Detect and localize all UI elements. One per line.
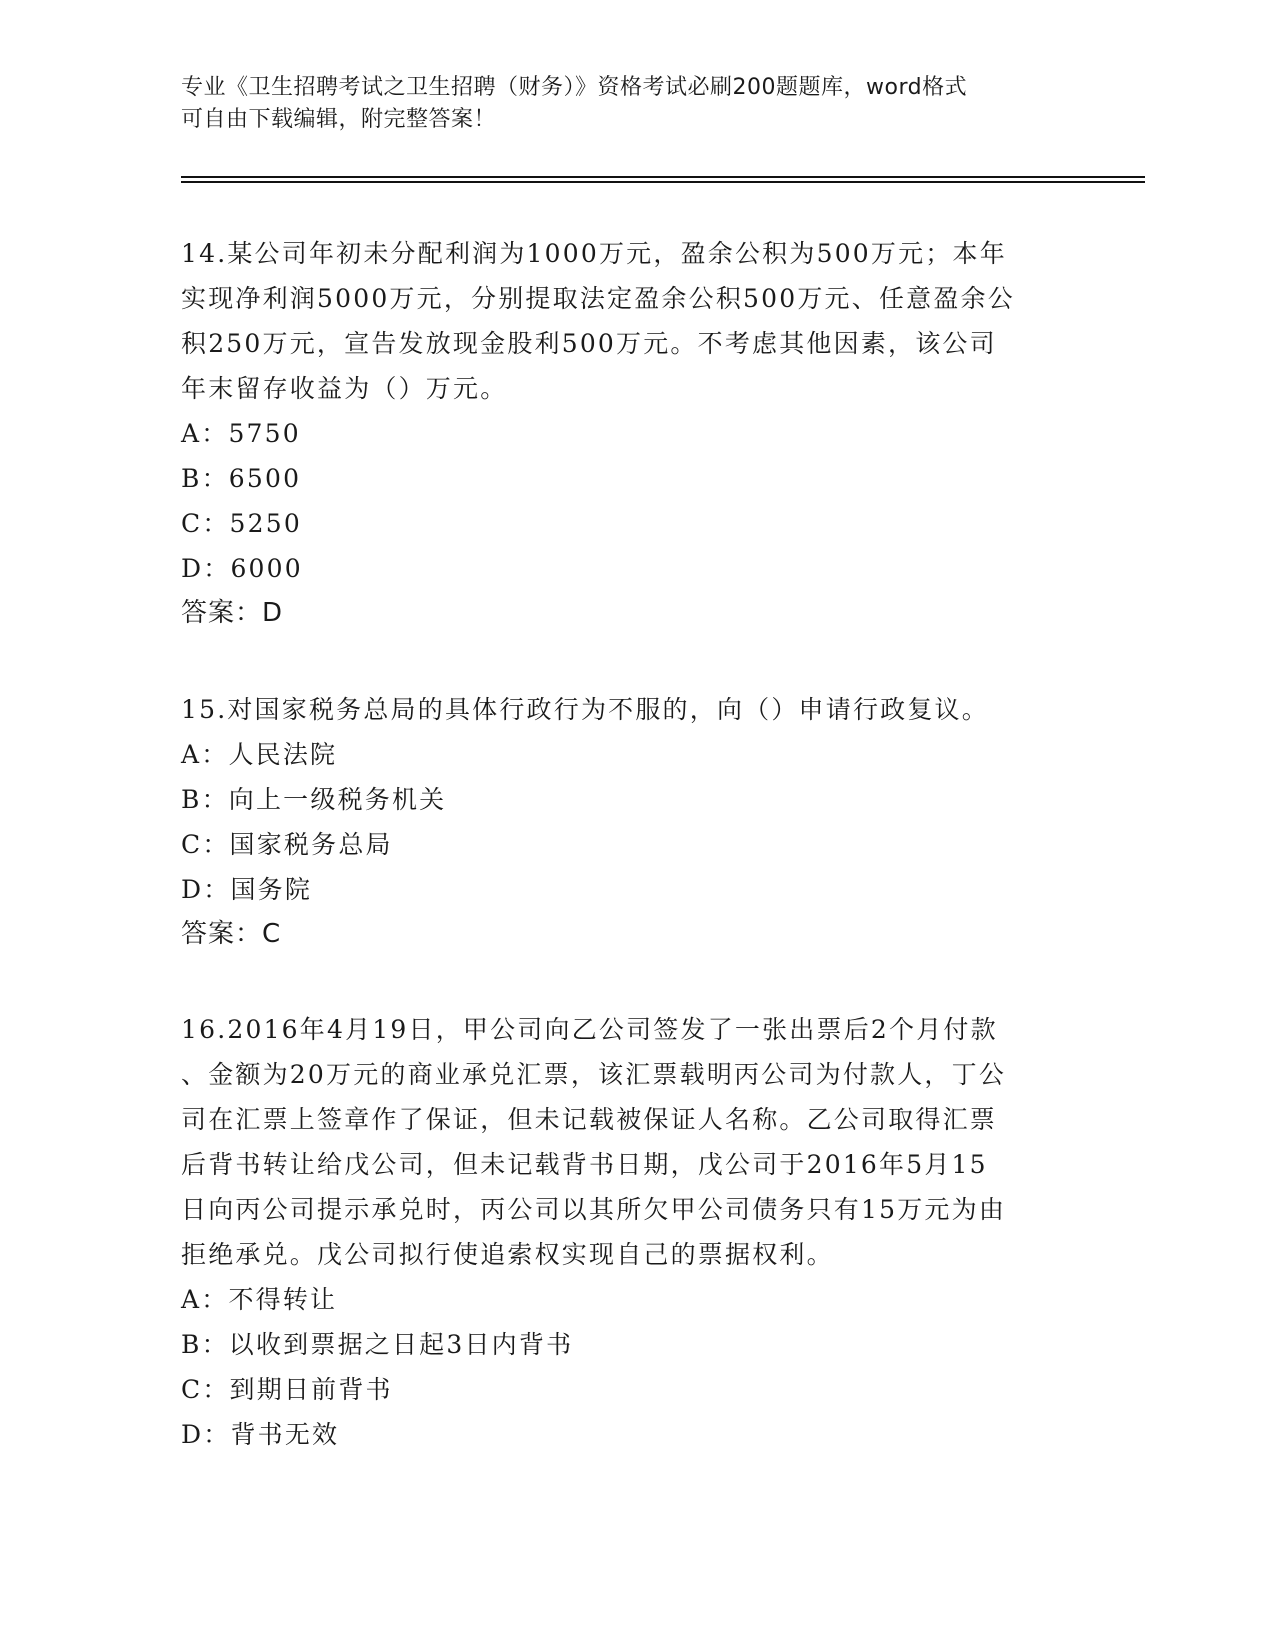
option-c: C：5250 bbox=[181, 509, 302, 538]
option-a: A：5750 bbox=[181, 419, 301, 448]
answer-label: 答案：D bbox=[181, 598, 284, 628]
question-text-line: 14.某公司年初未分配利润为1000万元，盈余公积为500万元；本年 bbox=[181, 239, 1007, 268]
option-d: D：背书无效 bbox=[181, 1420, 340, 1449]
answer-label: 答案：C bbox=[181, 919, 282, 949]
document-header bbox=[181, 72, 1081, 136]
header-line-1: 专业《卫生招聘考试之卫生招聘（财务）》资格考试必刷200题题库，word格式 bbox=[181, 75, 968, 100]
header-divider-bottom bbox=[181, 181, 1145, 183]
question-text-line: 拒绝承兑。戊公司拟行使追索权实现自己的票据权利。 bbox=[181, 1240, 834, 1269]
question-text-line: 16.2016年4月19日，甲公司向乙公司签发了一张出票后2个月付款 bbox=[181, 1015, 998, 1044]
option-b: B：以收到票据之日起3日内背书 bbox=[181, 1330, 574, 1359]
question-text-line: 、金额为20万元的商业承兑汇票，该汇票载明丙公司为付款人，丁公 bbox=[181, 1060, 1007, 1089]
question-15 bbox=[181, 687, 1071, 957]
option-c: C：国家税务总局 bbox=[181, 830, 393, 859]
question-text-line: 后背书转让给戊公司，但未记载背书日期，戊公司于2016年5月15 bbox=[181, 1150, 988, 1179]
question-text-line: 日向丙公司提示承兑时，丙公司以其所欠甲公司债务只有15万元为由 bbox=[181, 1195, 1007, 1224]
option-d: D：6000 bbox=[181, 554, 303, 583]
question-text-line: 积250万元，宣告发放现金股利500万元。不考虑其他因素，该公司 bbox=[181, 329, 997, 358]
option-a: A：不得转让 bbox=[181, 1285, 338, 1314]
question-text-line: 年末留存收益为（）万元。 bbox=[181, 374, 508, 403]
option-d: D：国务院 bbox=[181, 875, 313, 904]
option-b: B：向上一级税务机关 bbox=[181, 785, 447, 814]
question-14 bbox=[181, 231, 1071, 636]
question-text-line: 实现净利润5000万元，分别提取法定盈余公积500万元、任意盈余公 bbox=[181, 284, 1015, 313]
header-divider-top bbox=[181, 176, 1145, 178]
option-a: A：人民法院 bbox=[181, 740, 338, 769]
header-line-2: 可自由下载编辑，附完整答案！ bbox=[181, 107, 497, 132]
question-text-line: 司在汇票上签章作了保证，但未记载被保证人名称。乙公司取得汇票 bbox=[181, 1105, 998, 1134]
question-text-line: 15.对国家税务总局的具体行政行为不服的，向（）申请行政复议。 bbox=[181, 695, 989, 724]
question-16 bbox=[181, 1007, 1071, 1457]
option-c: C：到期日前背书 bbox=[181, 1375, 393, 1404]
option-b: B：6500 bbox=[181, 464, 302, 493]
